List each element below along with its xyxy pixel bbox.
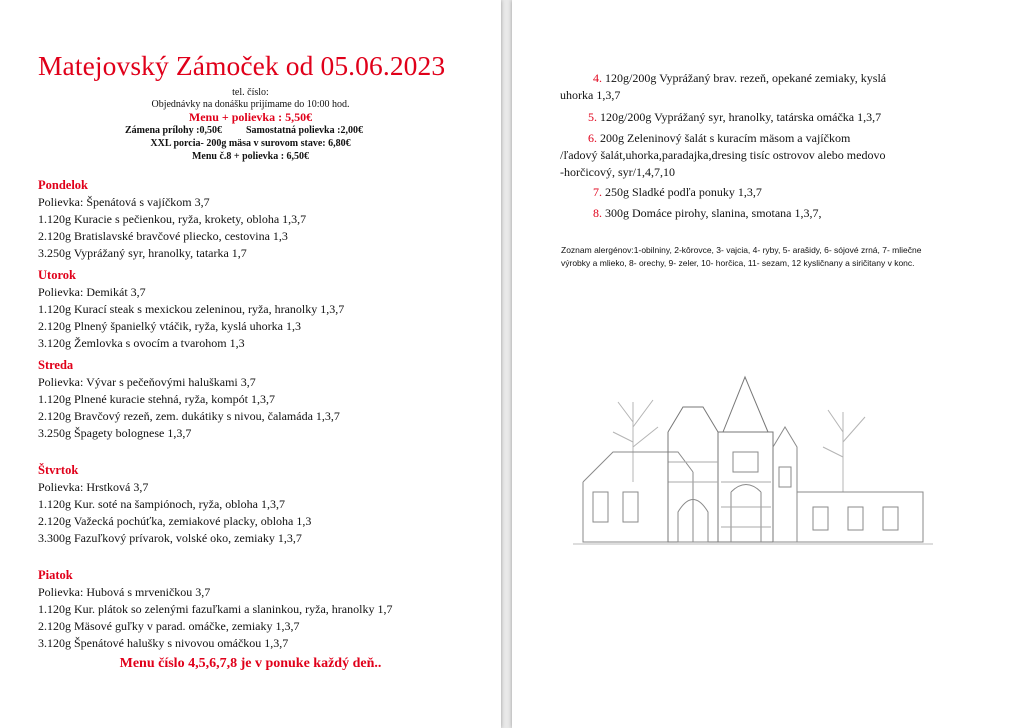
separate-soup-price: Samostatná polievka :2,00€ [246,125,363,136]
item-text: 300g Domáce pirohy, slanina, smotana 1,3,7, [605,206,822,220]
phone-label: tel. číslo: [232,87,269,98]
menu8-price: Menu č.8 + polievka : 6,50€ [191,151,310,162]
menu-line: 3.250g Špagety bolognese 1,3,7 [38,426,192,440]
day-name: Utorok [38,268,76,282]
menu-item-6-cont: /ľadový šalát,uhorka,paradajka,dresing tisíc ostrovov alebo medovo [560,148,886,162]
menu-item-6 [588,130,850,147]
menu-line: 3.300g Fazuľkový prívarok, volské oko, zemiaky 1,3,7 [38,531,302,545]
menu-line: 3.250g Vyprážaný syr, hranolky, tatarka 1,7 [38,246,247,260]
menu-line: Polievka: Vývar s pečeňovými haluškami 3,7 [38,375,256,389]
day-friday [38,567,392,652]
menu-item-5 [588,109,881,126]
day-name: Streda [38,358,74,372]
menu-line: Polievka: Hrstková 3,7 [38,480,149,494]
day-name: Štvrtok [38,463,79,477]
menu-line: 1.120g Kuracie s pečienkou, ryža, krokety, obloha 1,3,7 [38,212,307,226]
right-page [512,0,1024,728]
menu-line: 1.120g Kur. plátok so zelenými fazuľkami a slaninkou, ryža, hranolky 1,7 [38,602,393,616]
day-thursday [38,462,311,547]
menu-line: 3.120g Špenátové halušky s nivovou omáčkou 1,3,7 [38,636,289,650]
item-text: 200g Zeleninový šalát s kuracím mäsom a vajíčkom [600,131,851,145]
item-text: 250g Sladké podľa ponuky 1,3,7 [605,185,762,199]
menu-line: Polievka: Hubová s mrveničkou 3,7 [38,585,211,599]
allergen-line: Zoznam alergénov:1-obilniny, 2-kôrovce, 3- vajcia, 4- ryby, 5- arašidy, 6- sójové zrná, 7- mliečne [561,245,922,255]
xxl-price: XXL porcia- 200g mäsa v surovom stave: 6,80€ [150,138,351,149]
menu-line: 1.120g Kur. soté na šampiónoch, ryža, obloha 1,3,7 [38,497,285,511]
menu-line: 2.120g Bravčový rezeň, zem. dukátiky s nivou, čalamáda 1,3,7 [38,409,340,423]
allergen-list [561,244,981,270]
day-name: Piatok [38,568,73,582]
item-number: 6. [588,131,597,145]
menu-line: 2.120g Bratislavské bravčové pliecko, cestovina 1,3 [38,229,288,243]
orders-note: Objednávky na donášku prijímame do 10:00 hod. [151,99,350,110]
menu-title: Matejovský Zámoček od 05.06.2023 [38,50,446,81]
menu-item-8 [593,205,822,222]
menu-item-4-cont: uhorka 1,3,7 [560,88,621,102]
menu-line: 2.120g Mäsové guľky v parad. omáčke, zemiaky 1,3,7 [38,619,300,633]
daily-menu-note: Menu číslo 4,5,6,7,8 je v ponuke každý deň.. [119,656,382,671]
menu-line: 1.120g Plnené kuracie stehná, ryža, kompót 1,3,7 [38,392,275,406]
castle-sketch-icon [573,372,933,552]
item-text: 120g/200g Vyprážaný brav. rezeň, opekané zemiaky, kyslá [605,71,887,85]
menu-line: 2.120g Važecká pochúťka, zemiakové placky, obloha 1,3 [38,514,312,528]
item-number: 8. [593,206,602,220]
day-tuesday [38,267,344,352]
menu-item-7 [593,184,762,201]
menu-item-6-cont2: -horčicový, syr/1,4,7,10 [560,165,675,179]
swap-side-price: Zámena prílohy :0,50€ [125,125,222,136]
menu-line: Polievka: Demikát 3,7 [38,285,146,299]
menu-line: 3.120g Žemlovka s ovocím a tvarohom 1,3 [38,336,245,350]
left-page [0,0,501,728]
item-text: 120g/200g Vyprážaný syr, hranolky, tatárska omáčka 1,3,7 [600,110,882,124]
item-number: 7. [593,185,602,199]
menu-line: Polievka: Špenátová s vajíčkom 3,7 [38,195,210,209]
allergen-line: výrobky a mlieko, 8- orechy, 9- zeler, 10- horčica, 11- sezam, 12 kysličnany a siričitany v konc. [561,258,915,268]
day-wednesday [38,357,340,442]
menu-line: 1.120g Kurací steak s mexickou zeleninou, ryža, hranolky 1,3,7 [38,302,345,316]
item-number: 5. [588,110,597,124]
menu-item-4 [593,70,886,87]
day-monday [38,177,306,262]
item-number: 4. [593,71,602,85]
menu-line: 2.120g Plnený španielký vtáčik, ryža, kyslá uhorka 1,3 [38,319,301,333]
menu-price: Menu + polievka : 5,50€ [188,110,313,124]
day-name: Pondelok [38,178,89,192]
